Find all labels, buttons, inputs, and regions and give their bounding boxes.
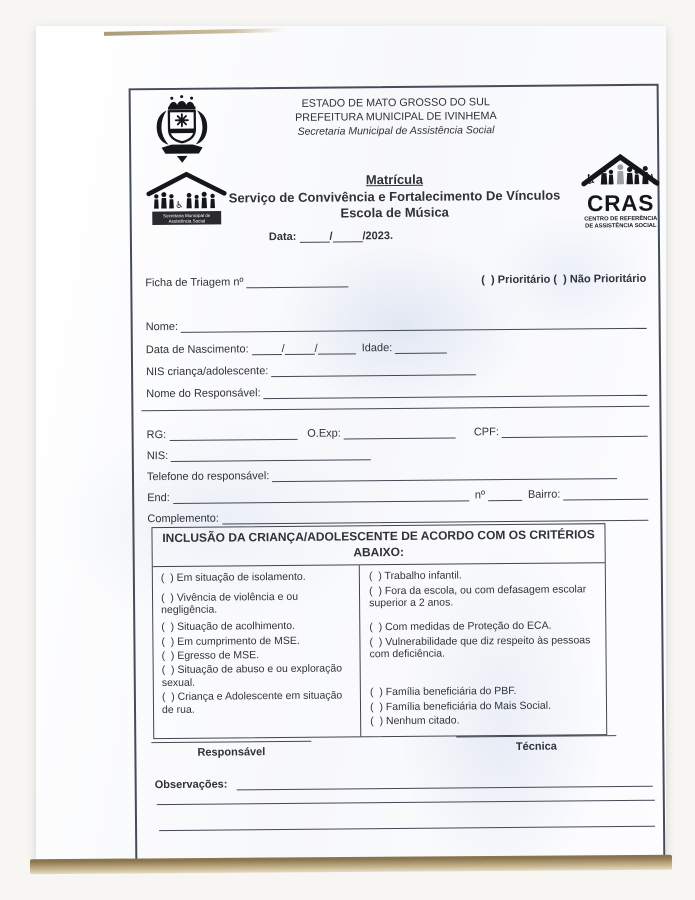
rg-label: RG:	[146, 429, 167, 442]
letterhead	[241, 95, 551, 140]
nis-crianca-row	[146, 360, 647, 378]
responsavel-row	[146, 382, 647, 400]
criteria-item: ( ) Vivência de violência e ou negligência.	[160, 590, 299, 617]
cras-wordmark: CRAS	[586, 190, 655, 217]
criteria-item: ( ) Família beneficiária do Mais Social.	[370, 699, 552, 714]
criteria-item: ( ) Situação de abuso e ou exploração sexual.	[161, 662, 343, 689]
nome-row	[146, 315, 647, 333]
priority-checkboxes: ( ) Prioritário ( ) Não Prioritário	[481, 272, 647, 287]
cpf-label: CPF:	[473, 426, 499, 439]
ficha-triagem-blank	[246, 273, 348, 288]
criteria-item: ( ) Vulnerabilidade que diz respeito às pessoas com deficiência.	[369, 634, 591, 661]
bairro-label: Bairro:	[527, 488, 561, 501]
nascimento-year-blank	[318, 340, 356, 354]
criteria-item: ( ) Com medidas de Proteção do ECA.	[369, 619, 552, 634]
date-field	[269, 228, 439, 243]
criteria-item: ( ) Fora da escola, ou com defasagem escolar superior a 2 anos.	[369, 582, 587, 610]
criteria-right-column	[360, 563, 606, 736]
cras-caption-1: CENTRO DE REFERÊNCIA	[584, 215, 658, 223]
criteria-item: ( ) Criança e Adolescente em situação de rua.	[161, 689, 343, 716]
form-title	[194, 170, 597, 223]
telefone-row	[147, 465, 648, 483]
rg-blank	[169, 426, 297, 441]
date-month-blank	[332, 228, 362, 242]
observacoes-blank-2	[157, 800, 655, 805]
criteria-item: ( ) Nenhum citado.	[370, 714, 460, 728]
letterhead-municipality: PREFEITURA MUNICIPAL DE IVINHEMA	[295, 110, 497, 125]
idade-blank	[395, 340, 447, 354]
inclusion-criteria-title-line1: INCLUSÃO DA CRIANÇA/ADOLESCENTE DE ACORDO COM OS CRITÉRIOS	[162, 527, 595, 546]
scanned-paper	[36, 26, 666, 860]
complemento-row	[147, 507, 648, 525]
telefone-label: Telefone do responsável:	[146, 470, 270, 484]
inclusion-criteria-box	[151, 523, 607, 739]
nis-crianca-label: NIS criança/adolescente:	[146, 365, 269, 379]
matricula-form	[129, 84, 666, 871]
endereco-blank	[173, 487, 469, 504]
telefone-blank	[272, 465, 617, 482]
nis-row	[147, 444, 648, 462]
ficha-triagem-label: Ficha de Triagem nº	[145, 276, 244, 290]
responsavel-signature-line	[151, 741, 311, 743]
tecnica-signature-line	[456, 735, 616, 737]
date-separator: /	[329, 230, 333, 243]
nascimento-row	[146, 338, 647, 356]
tecnica-signature-label: Técnica	[515, 740, 557, 753]
oexp-blank	[344, 424, 456, 439]
rg-row	[147, 423, 648, 441]
date-separator: /	[281, 342, 285, 356]
criteria-item: ( ) Situação de acolhimento.	[161, 620, 296, 634]
svg-text:♿: ♿	[584, 172, 597, 188]
endereco-label: End:	[147, 491, 170, 505]
paper-bottom-edge	[30, 855, 672, 874]
inclusion-criteria-title-line2: ABAIXO:	[353, 544, 405, 559]
nis-blank	[171, 446, 371, 462]
municipal-coat-of-arms-icon	[143, 93, 222, 170]
date-year: /2023.	[362, 230, 394, 243]
responsavel-signature-label: Responsável	[197, 746, 266, 759]
observacoes-label: Observações:	[154, 778, 228, 792]
idade-label: Idade:	[361, 342, 393, 355]
responsavel-blank	[264, 382, 648, 399]
form-title-service: Serviço de Convivência e Fortalecimento De Vínculos	[228, 187, 561, 206]
cpf-blank	[502, 423, 648, 438]
nis-label: NIS:	[146, 449, 169, 463]
criteria-left-column	[153, 566, 362, 738]
nascimento-month-blank	[285, 341, 315, 355]
cras-caption-2: DE ASSISTÊNCIA SOCIAL	[585, 222, 657, 230]
letterhead-secretariat: Secretaria Municipal de Assistência Social	[297, 123, 495, 138]
bairro-blank	[563, 486, 648, 501]
inclusion-criteria-title	[152, 524, 604, 567]
date-label: Data:	[268, 230, 297, 244]
criteria-item: ( ) Família beneficiária do PBF.	[369, 685, 517, 699]
cras-logo-icon	[581, 150, 660, 243]
svg-text:♿: ♿	[175, 199, 184, 212]
date-separator: /	[314, 342, 318, 355]
responsavel-continuation-line	[141, 406, 649, 411]
nome-blank	[181, 315, 647, 333]
nascimento-day-blank	[252, 341, 282, 355]
numero-blank	[488, 487, 522, 501]
complemento-label: Complemento:	[147, 512, 219, 526]
endereco-row	[147, 486, 648, 504]
form-title-school: Escola de Música	[340, 204, 449, 221]
criteria-item: ( ) Egresso de MSE.	[161, 649, 260, 663]
numero-label: nº	[474, 489, 485, 502]
criteria-item: ( ) Em cumprimento de MSE.	[161, 634, 300, 648]
letterhead-state: ESTADO DE MATO GROSSO DO SUL	[301, 96, 490, 110]
secretaria-logo-caption-1: Secretaria Municipal de	[163, 212, 211, 219]
nis-crianca-blank	[271, 361, 476, 377]
criteria-item: ( ) Trabalho infantil.	[368, 569, 462, 583]
oexp-label: O.Exp:	[307, 427, 341, 440]
observacoes-blank-3	[159, 826, 655, 831]
secretaria-logo-caption-2: Assistência Social	[168, 218, 205, 224]
nome-label: Nome:	[145, 320, 179, 334]
ficha-triagem-row	[145, 271, 646, 289]
observacoes-row	[155, 773, 653, 791]
form-title-matricula: Matrícula	[365, 171, 423, 188]
date-day-blank	[299, 229, 329, 243]
responsavel-label: Nome do Responsável:	[146, 387, 261, 401]
nascimento-label: Data de Nascimento:	[145, 343, 249, 357]
complemento-blank	[222, 507, 649, 525]
observacoes-blank-1	[236, 773, 652, 791]
criteria-item: ( ) Em situação de isolamento.	[160, 570, 306, 585]
